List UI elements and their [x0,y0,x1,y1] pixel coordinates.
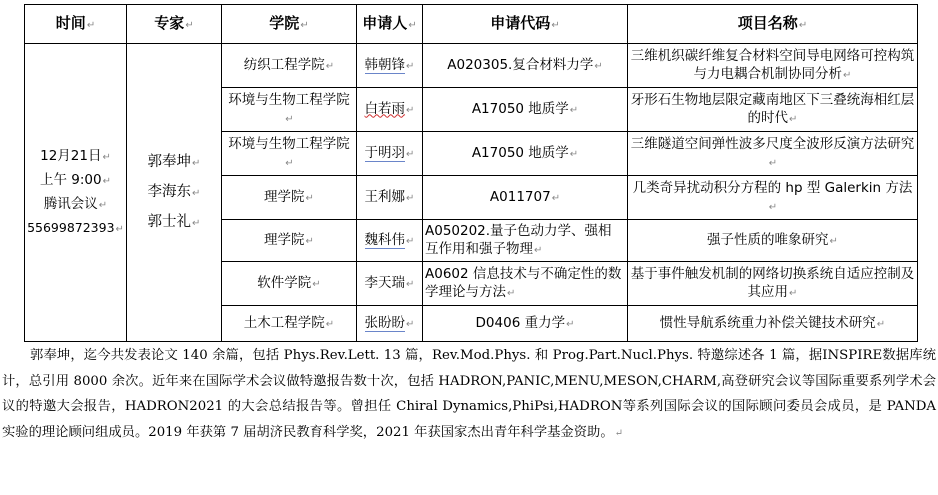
schedule-table [24,4,918,342]
code-cell: A17050 地质学↵ [423,132,628,176]
experts-cell: 郭奉坤↵ 李海东↵ 郭士礼↵ [127,44,222,342]
project-cell: 惯性导航系统重力补偿关键技术研究↵ [628,306,918,342]
header-time: 时间↵ [25,5,127,44]
header-code: 申请代码↵ [423,5,628,44]
code-cell: A011707↵ [423,176,628,220]
project-cell: 基于事件触发机制的网络切换系统自适应控制及其应用↵ [628,262,918,306]
applicant-cell: 张盼盼↵ [357,306,423,342]
table-header-row [25,5,918,44]
project-cell: 几类奇异扰动积分方程的 hp 型 Galerkin 方法↵ [628,176,918,220]
project-cell: 三维机织碳纤维复合材料空间导电网络可控构筑与力电耦合机制协同分析↵ [628,44,918,88]
project-cell: 强子性质的唯象研究↵ [628,220,918,262]
applicant-cell: 于明羽↵ [357,132,423,176]
college-cell: 环境与生物工程学院↵ [222,132,357,176]
project-cell: 牙形石生物地层限定藏南地区下三叠统海相红层的时代↵ [628,88,918,132]
code-cell: A0602 信息技术与不确定性的数学理论与方法↵ [423,262,628,306]
applicant-cell: 韩朝锋↵ [357,44,423,88]
header-applicant: 申请人↵ [357,5,423,44]
code-cell: A050202.量子色动力学、强相互作用和强子物理↵ [423,220,628,262]
college-cell: 理学院↵ [222,220,357,262]
applicant-cell: 李天瑞↵ [357,262,423,306]
header-expert: 专家↵ [127,5,222,44]
applicant-cell: 王利娜↵ [357,176,423,220]
college-cell: 纺织工程学院↵ [222,44,357,88]
code-cell: A17050 地质学↵ [423,88,628,132]
college-cell: 环境与生物工程学院↵ [222,88,357,132]
table-row [25,44,918,88]
code-cell: A020305.复合材料力学↵ [423,44,628,88]
bio-paragraph: 郭奉坤，迄今共发表论文 140 余篇，包括 Phys.Rev.Lett. 13 篇，Rev.Mod.Phys. 和 Prog.Part.Nucl.Phys. 特邀综述各 1 篇，据INSPIRE数据库统计，总引用 8000 余次。近年来在国际学术会议做特邀报告数十次，包括 HADRON,PANIC,MENU,MESON,CHARM,高登研究会议等国际重要系列学术会议的特邀大会报告，HADRON2021 的大会总结报告等。曾担任 Chiral Dynamics,PhiPsi,HADRON等系列国际会议的国际顾问委员会成员，是 PANDA 实验的理论顾问组成员。2019 年获第 7 届胡济民教育科学奖，2021 年获国家杰出青年科学基金资助。↵ [2,348,936,440]
college-cell: 土木工程学院↵ [222,306,357,342]
applicant-cell: 魏科伟↵ [357,220,423,262]
college-cell: 软件学院↵ [222,262,357,306]
code-cell: D0406 重力学↵ [423,306,628,342]
header-project: 项目名称↵ [628,5,918,44]
header-college: 学院↵ [222,5,357,44]
project-cell: 三维隧道空间弹性波多尺度全波形反演方法研究↵ [628,132,918,176]
time-cell: 12月21日↵ 上午 9:00↵ 腾讯会议↵ 55699872393↵ [25,44,127,342]
college-cell: 理学院↵ [222,176,357,220]
applicant-cell: 白若雨↵ [357,88,423,132]
